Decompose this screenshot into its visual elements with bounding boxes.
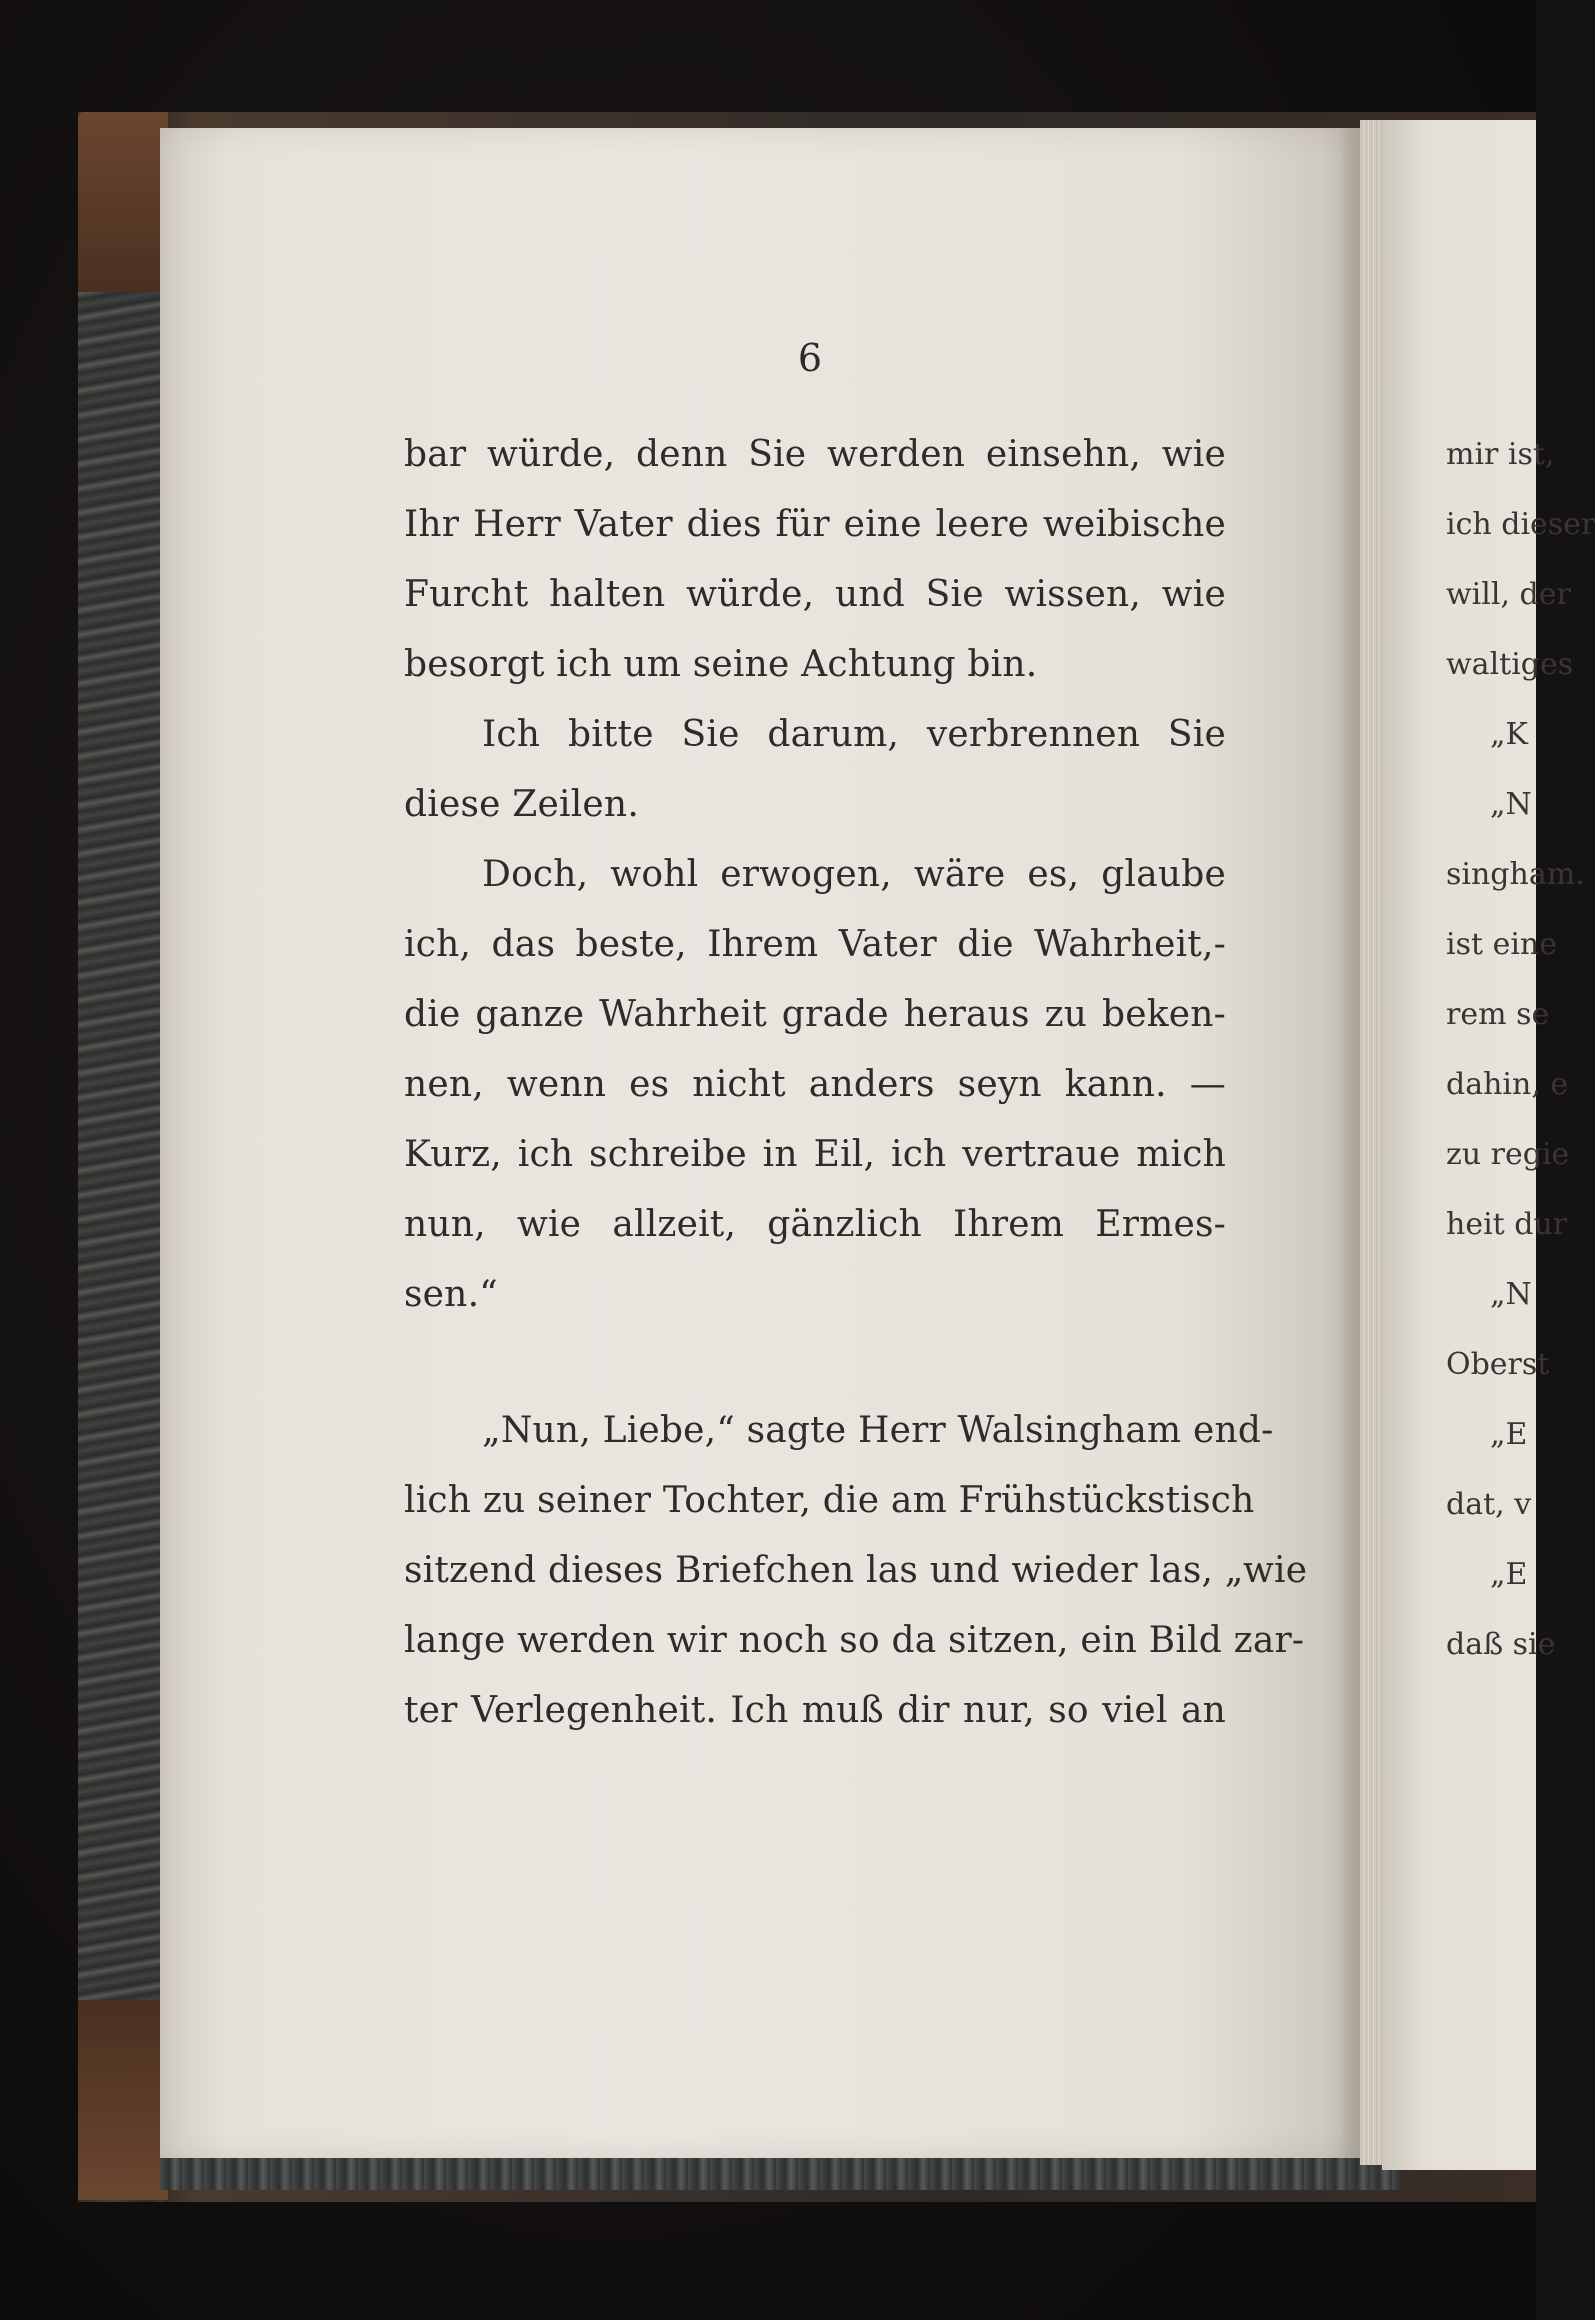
text-line: mir ist, (1446, 437, 1555, 472)
text-line: nen, wenn es nicht anders seyn kann. — (404, 1064, 1226, 1105)
text-line: „N (1490, 787, 1532, 822)
text-line: zu regie (1446, 1137, 1570, 1172)
left-page-text (404, 420, 1308, 1746)
text-line: sitzend dieses Briefchen las und wieder las, „wie (404, 1550, 1308, 1591)
leather-corner-top (78, 112, 168, 292)
text-line: waltiges (1446, 647, 1574, 682)
text-line: „E (1490, 1557, 1528, 1592)
text-line: „K (1490, 717, 1528, 752)
text-line: daß sie (1446, 1627, 1556, 1662)
text-line: ter Verlegenheit. Ich muß dir nur, so viel an (404, 1690, 1226, 1731)
text-line: ist eine (1446, 927, 1558, 962)
text-line: sen.“ (404, 1274, 498, 1315)
text-line: lange werden wir noch so da sitzen, ein Bild zar- (404, 1620, 1305, 1661)
text-line: singham. (1446, 857, 1585, 892)
text-line: dahin, e (1446, 1067, 1569, 1102)
text-line: dat, v (1446, 1487, 1532, 1522)
page-number: 6 (797, 336, 823, 380)
text-line: Furcht halten würde, und Sie wissen, wie (404, 574, 1226, 615)
text-line: Ich bitte Sie darum, verbrennen Sie (482, 714, 1226, 755)
text-line: bar würde, denn Sie werden einsehn, wie (404, 434, 1226, 475)
text-line: rem se (1446, 997, 1550, 1032)
leather-corner-bottom (78, 2000, 168, 2200)
text-line: die ganze Wahrheit grade heraus zu beken- (404, 994, 1226, 1035)
page-edges (1360, 120, 1382, 2165)
text-line: nun, wie allzeit, gänzlich Ihrem Ermes- (404, 1204, 1226, 1245)
text-line: „N (1490, 1277, 1532, 1312)
marbled-cover-edge (78, 112, 164, 2202)
text-line: „E (1490, 1417, 1528, 1452)
text-line: Oberst (1446, 1347, 1550, 1382)
text-line: ich, das beste, Ihrem Vater die Wahrheit,- (404, 924, 1226, 965)
text-line: ich dieser (1446, 507, 1595, 542)
text-line: diese Zeilen. (404, 784, 639, 825)
text-line: Ihr Herr Vater dies für eine leere weibische (404, 504, 1226, 545)
text-line: Kurz, ich schreibe in Eil, ich vertraue mich (404, 1134, 1226, 1175)
text-line: besorgt ich um seine Achtung bin. (404, 644, 1038, 685)
text-line: will, der (1446, 577, 1571, 612)
paragraph-gap (404, 1330, 1226, 1396)
text-line: „Nun, Liebe,“ sagte Herr Walsingham end- (482, 1410, 1274, 1451)
text-line: heit dur (1446, 1207, 1568, 1242)
text-line: Doch, wohl erwogen, wäre es, glaube (482, 854, 1226, 895)
text-line: lich zu seiner Tochter, die am Frühstückstisch (404, 1480, 1255, 1521)
right-page-text (1446, 420, 1595, 1680)
